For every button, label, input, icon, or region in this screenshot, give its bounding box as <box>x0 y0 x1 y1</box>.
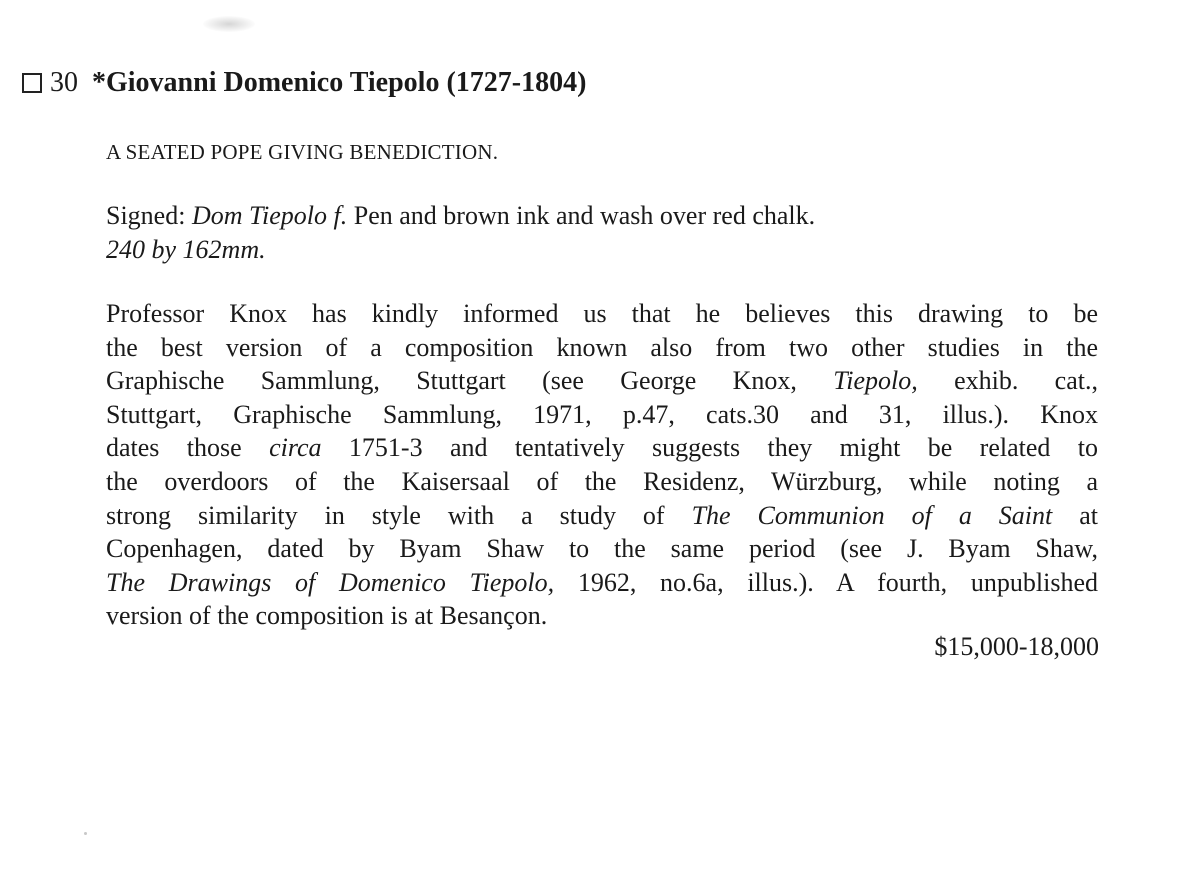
essay-text: Stuttgart, Graphische Sammlung, 1971, p.47, cats.30 and 31, illus.). Knox <box>106 399 1098 429</box>
essay-text: the best version of a composition known also from two other studies in the <box>106 332 1098 362</box>
essay-text: 1751-3 and tentatively suggests they might be related to <box>321 433 1098 463</box>
essay-text: dates those <box>106 433 270 463</box>
essay-text: Copenhagen, dated by Byam Shaw to the same period (see J. Byam Shaw, <box>106 534 1098 564</box>
lot-header <box>22 66 586 100</box>
essay-text: 1962, no.6a, illus.). A fourth, unpublished <box>554 567 1099 597</box>
essay-line <box>106 499 1098 533</box>
essay-text: exhib. cat., <box>917 366 1098 396</box>
catalogue-essay <box>106 297 1098 633</box>
essay-line <box>106 566 1098 600</box>
essay-italic-text: The Drawings of Domenico Tiepolo, <box>106 567 555 597</box>
essay-text: the overdoors of the Kaisersaal of the Residenz, Würzburg, while noting a <box>106 466 1098 496</box>
medium-text: Pen and brown ink and wash over red chalk. <box>353 201 816 230</box>
dimensions-text: 240 by 162mm. <box>106 235 266 264</box>
lot-checkbox[interactable] <box>22 73 42 93</box>
lot-number: 30 <box>50 67 78 98</box>
dimensions-line <box>106 233 815 267</box>
essay-line <box>106 364 1098 398</box>
essay-line <box>106 331 1098 365</box>
price-estimate: $15,000-18,000 <box>934 632 1099 661</box>
essay-text: Graphische Sammlung, Stuttgart (see George Knox, <box>106 366 834 396</box>
essay-italic-text: The Communion of a Saint <box>691 500 1053 530</box>
essay-italic-text: Tiepolo, <box>833 366 918 396</box>
essay-text: at <box>1052 500 1099 530</box>
artwork-title: A SEATED POPE GIVING BENEDICTION. <box>106 140 499 164</box>
essay-line <box>106 297 1098 331</box>
essay-line <box>106 465 1098 499</box>
page-speck <box>84 832 87 835</box>
essay-text: Professor Knox has kindly informed us that he believes this drawing to be <box>106 299 1098 328</box>
signature-text: Dom Tiepolo f. <box>191 201 348 230</box>
medium-block <box>106 199 815 267</box>
essay-italic-text: circa <box>269 433 322 463</box>
essay-text: version of the composition is at Besançon. <box>106 601 548 631</box>
essay-line <box>106 599 1098 633</box>
signed-label: Signed: <box>106 201 186 230</box>
artist-name: *Giovanni Domenico Tiepolo (1727-1804) <box>92 67 587 98</box>
essay-line <box>106 431 1098 465</box>
essay-line <box>106 532 1098 566</box>
signature-line <box>106 199 815 233</box>
essay-text: strong similarity in style with a study of <box>106 500 692 530</box>
essay-line <box>106 398 1098 432</box>
page-smudge <box>203 16 255 32</box>
